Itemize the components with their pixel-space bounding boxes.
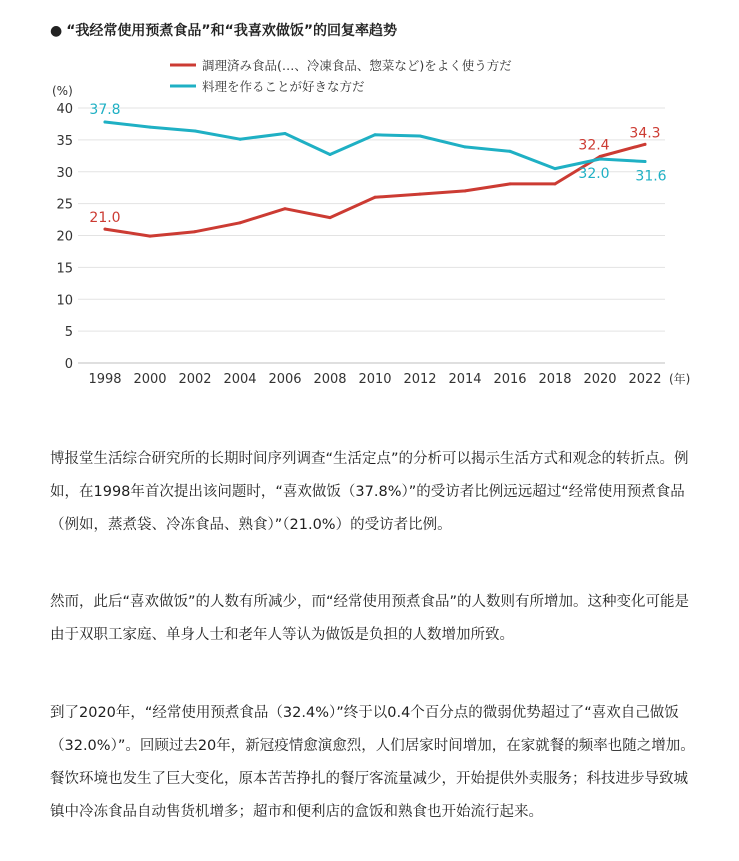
data-point — [329, 216, 332, 219]
series-line — [105, 144, 645, 236]
data-point — [464, 189, 467, 192]
y-tick-label: 0 — [64, 357, 73, 372]
data-point — [284, 132, 287, 135]
data-label: 32.4 — [578, 137, 610, 154]
x-tick-label: 2012 — [403, 372, 437, 387]
data-point — [554, 182, 557, 185]
bullet-icon: ● — [50, 23, 63, 39]
x-tick-label: 2008 — [313, 372, 347, 387]
data-point — [239, 138, 242, 141]
paragraph-2: 然而，此后“喜欢做饭”的人数有所减少，而“经常使用预煮食品”的人数则有所增加。这种变化可能是由于双职工家庭、单身人士和老年人等认为做饭是负担的人数增加所致。 — [50, 594, 690, 643]
legend — [170, 58, 512, 94]
x-tick-label: 2000 — [133, 372, 167, 387]
legend-label: 料理を作ることが好きな方だ — [202, 79, 365, 94]
x-unit-label: (年) — [669, 372, 691, 386]
y-tick-label: 15 — [56, 261, 73, 277]
x-tick-label: 2010 — [358, 372, 392, 387]
data-label: 34.3 — [629, 125, 661, 142]
line-chart — [0, 0, 739, 420]
y-tick-label: 10 — [56, 293, 73, 309]
data-point — [374, 196, 377, 199]
data-point — [464, 145, 467, 148]
paragraph-1: 博报堂生活综合研究所的长期时间序列调查“生活定点”的分析可以揭示生活方式和观念的转折点。例如，在1998年首次提出该问题时，“喜欢做饭（37.8%）”的受访者比例远远超过“经常使用预煮食品（例如，蒸煮袋、冷冻食品、熟食）”（21.0%）的受访者比例。 — [50, 451, 689, 533]
data-point — [149, 126, 152, 129]
x-tick-label: 2002 — [178, 372, 212, 387]
data-point — [104, 121, 107, 124]
data-label: 32.0 — [578, 166, 610, 182]
series-lines — [104, 121, 647, 238]
data-point — [599, 158, 602, 161]
data-label: 31.6 — [635, 168, 667, 185]
x-tick-label: 2006 — [268, 372, 302, 387]
y-tick-label: 30 — [56, 165, 73, 181]
data-point — [194, 129, 197, 132]
data-point — [419, 135, 422, 138]
y-tick-label: 5 — [64, 325, 73, 341]
paragraph-3: 到了2020年，“经常使用预煮食品（32.4%）”终于以0.4个百分点的微弱优势超过了“喜欢自己做饭（32.0%）”。回顾过去20年，新冠疫情愈演愈烈，人们居家时间增加，在家就餐的频率也随之增加。餐饮环境也发生了巨大变化，原本苦苦挣扎的餐厅客流量减少，开始提供外卖服务；科技进步导致城镇中冷冻食品自动售货机增多；超市和便利店的盒饭和熟食也开始流行起来。 — [50, 705, 695, 820]
data-point — [644, 160, 647, 163]
x-tick-label: 2016 — [493, 372, 527, 387]
legend-label: 調理済み食品(…、冷凍食品、惣菜など)をよく使う方だ — [202, 58, 512, 73]
data-point — [509, 182, 512, 185]
x-tick-label: 2014 — [448, 372, 482, 387]
data-label: 21.0 — [89, 210, 121, 227]
data-point — [194, 230, 197, 233]
y-unit-label: (%) — [52, 84, 73, 98]
x-tick-label: 2018 — [538, 372, 572, 387]
y-tick-label: 20 — [56, 229, 73, 245]
data-point — [644, 143, 647, 146]
y-tick-label: 25 — [56, 197, 73, 213]
data-point — [104, 228, 107, 231]
series-line — [105, 122, 645, 169]
data-point — [419, 193, 422, 196]
data-point — [239, 221, 242, 224]
data-point — [284, 207, 287, 210]
x-tick-label: 2004 — [223, 372, 257, 387]
x-tick-label: 1998 — [88, 372, 122, 387]
x-tick-label: 2020 — [583, 372, 617, 387]
data-point — [374, 133, 377, 136]
data-point — [554, 167, 557, 170]
chart-title-text: “我经常使用预煮食品”和“我喜欢做饭”的回复率趋势 — [66, 23, 398, 39]
y-tick-label: 35 — [56, 133, 73, 149]
data-point — [509, 150, 512, 153]
x-tick-label: 2022 — [628, 372, 662, 387]
y-tick-label: 40 — [56, 102, 73, 117]
data-point — [329, 153, 332, 156]
data-point — [149, 235, 152, 238]
data-label: 37.8 — [89, 102, 121, 119]
